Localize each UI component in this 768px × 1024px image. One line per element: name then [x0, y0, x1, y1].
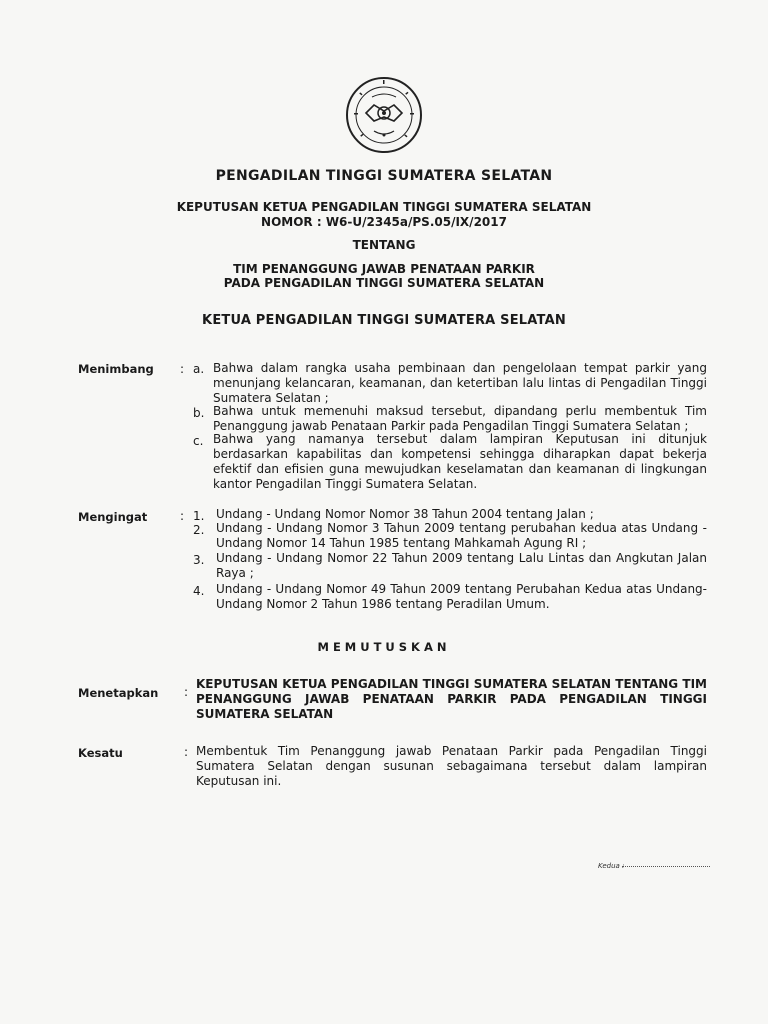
menimbang-mark-c: c.	[193, 434, 204, 448]
tentang-heading: TENTANG	[352, 238, 416, 252]
mengingat-mark-4: 4.	[193, 584, 205, 598]
decision-number: NOMOR : W6-U/2345a/PS.05/IX/2017	[261, 215, 507, 229]
mengingat-item-1: Undang - Undang Nomor Nomor 38 Tahun 2004 tentang Jalan ;	[216, 507, 594, 521]
next-page-marker: Kedua :	[598, 862, 625, 870]
mengingat-colon: :	[180, 509, 185, 523]
menimbang-mark-a: a.	[193, 362, 205, 376]
mengingat-item-4: Undang - Undang Nomor 49 Tahun 2009 tentang Perubahan Kedua atas Undang-Undang Nomor 2 Tahun 1986 tentang Peradilan Umum.	[216, 582, 707, 611]
menimbang-label: Menimbang	[78, 362, 154, 376]
court-name: PENGADILAN TINGGI SUMATERA SELATAN	[215, 168, 553, 184]
mengingat-item-3: Undang - Undang Nomor 22 Tahun 2009 tentang Lalu Lintas dan Angkutan Jalan Raya ;	[216, 551, 707, 580]
menetapkan-colon: :	[184, 685, 189, 699]
menetapkan-text: KEPUTUSAN KETUA PENGADILAN TINGGI SUMATERA SELATAN TENTANG TIM PENANGGUNG JAWAB PENATAAN PARKIR PADA PENGADILAN TINGGI SUMATERA SELATAN	[196, 677, 707, 721]
kesatu-label: Kesatu	[78, 746, 123, 760]
menimbang-item-b: Bahwa untuk memenuhi maksud tersebut, dipandang perlu membentuk Tim Penanggung jawab Penataan Parkir pada Pengadilan Tinggi Sumatera Selatan ;	[213, 404, 707, 433]
court-seal-icon	[344, 75, 424, 155]
chairman-heading: KETUA PENGADILAN TINGGI SUMATERA SELATAN	[202, 313, 566, 328]
memutuskan-heading: MEMUTUSKAN	[317, 640, 451, 654]
kesatu-colon: :	[184, 745, 189, 759]
decision-title: KEPUTUSAN KETUA PENGADILAN TINGGI SUMATERA SELATAN	[176, 200, 592, 214]
next-page-dots	[622, 866, 710, 867]
mengingat-mark-2: 2.	[193, 523, 205, 537]
subject-line-1: TIM PENANGGUNG JAWAB PENATAAN PARKIR	[233, 262, 535, 276]
menimbang-item-c: Bahwa yang namanya tersebut dalam lampiran Keputusan ini ditunjuk berdasarkan kapabilitas dan kompetensi sehingga diharapkan dapat bekerja efektif dan efisien guna mewujudkan keselamatan dan keamanan di lingkungan kantor Pengadilan Tinggi Sumatera Selatan.	[213, 432, 707, 491]
mengingat-mark-1: 1.	[193, 509, 205, 523]
menimbang-colon: :	[180, 362, 185, 376]
kesatu-text: Membentuk Tim Penanggung jawab Penataan Parkir pada Pengadilan Tinggi Sumatera Selatan dengan susunan sebagaimana tersebut dalam lampiran Keputusan ini.	[196, 744, 707, 788]
menimbang-item-a: Bahwa dalam rangka usaha pembinaan dan pengelolaan tempat parkir yang menunjang kelancaran, keamanan, dan ketertiban lalu lintas di Pengadilan Tinggi Sumatera Selatan ;	[213, 361, 707, 405]
mengingat-mark-3: 3.	[193, 553, 205, 567]
mengingat-label: Mengingat	[78, 510, 148, 524]
menimbang-mark-b: b.	[193, 406, 205, 420]
menetapkan-label: Menetapkan	[78, 686, 159, 700]
subject-line-2: PADA PENGADILAN TINGGI SUMATERA SELATAN	[223, 276, 545, 290]
mengingat-item-2: Undang - Undang Nomor 3 Tahun 2009 tentang perubahan kedua atas Undang - Undang Nomor 14 Tahun 1985 tentang Mahkamah Agung RI ;	[216, 521, 707, 550]
